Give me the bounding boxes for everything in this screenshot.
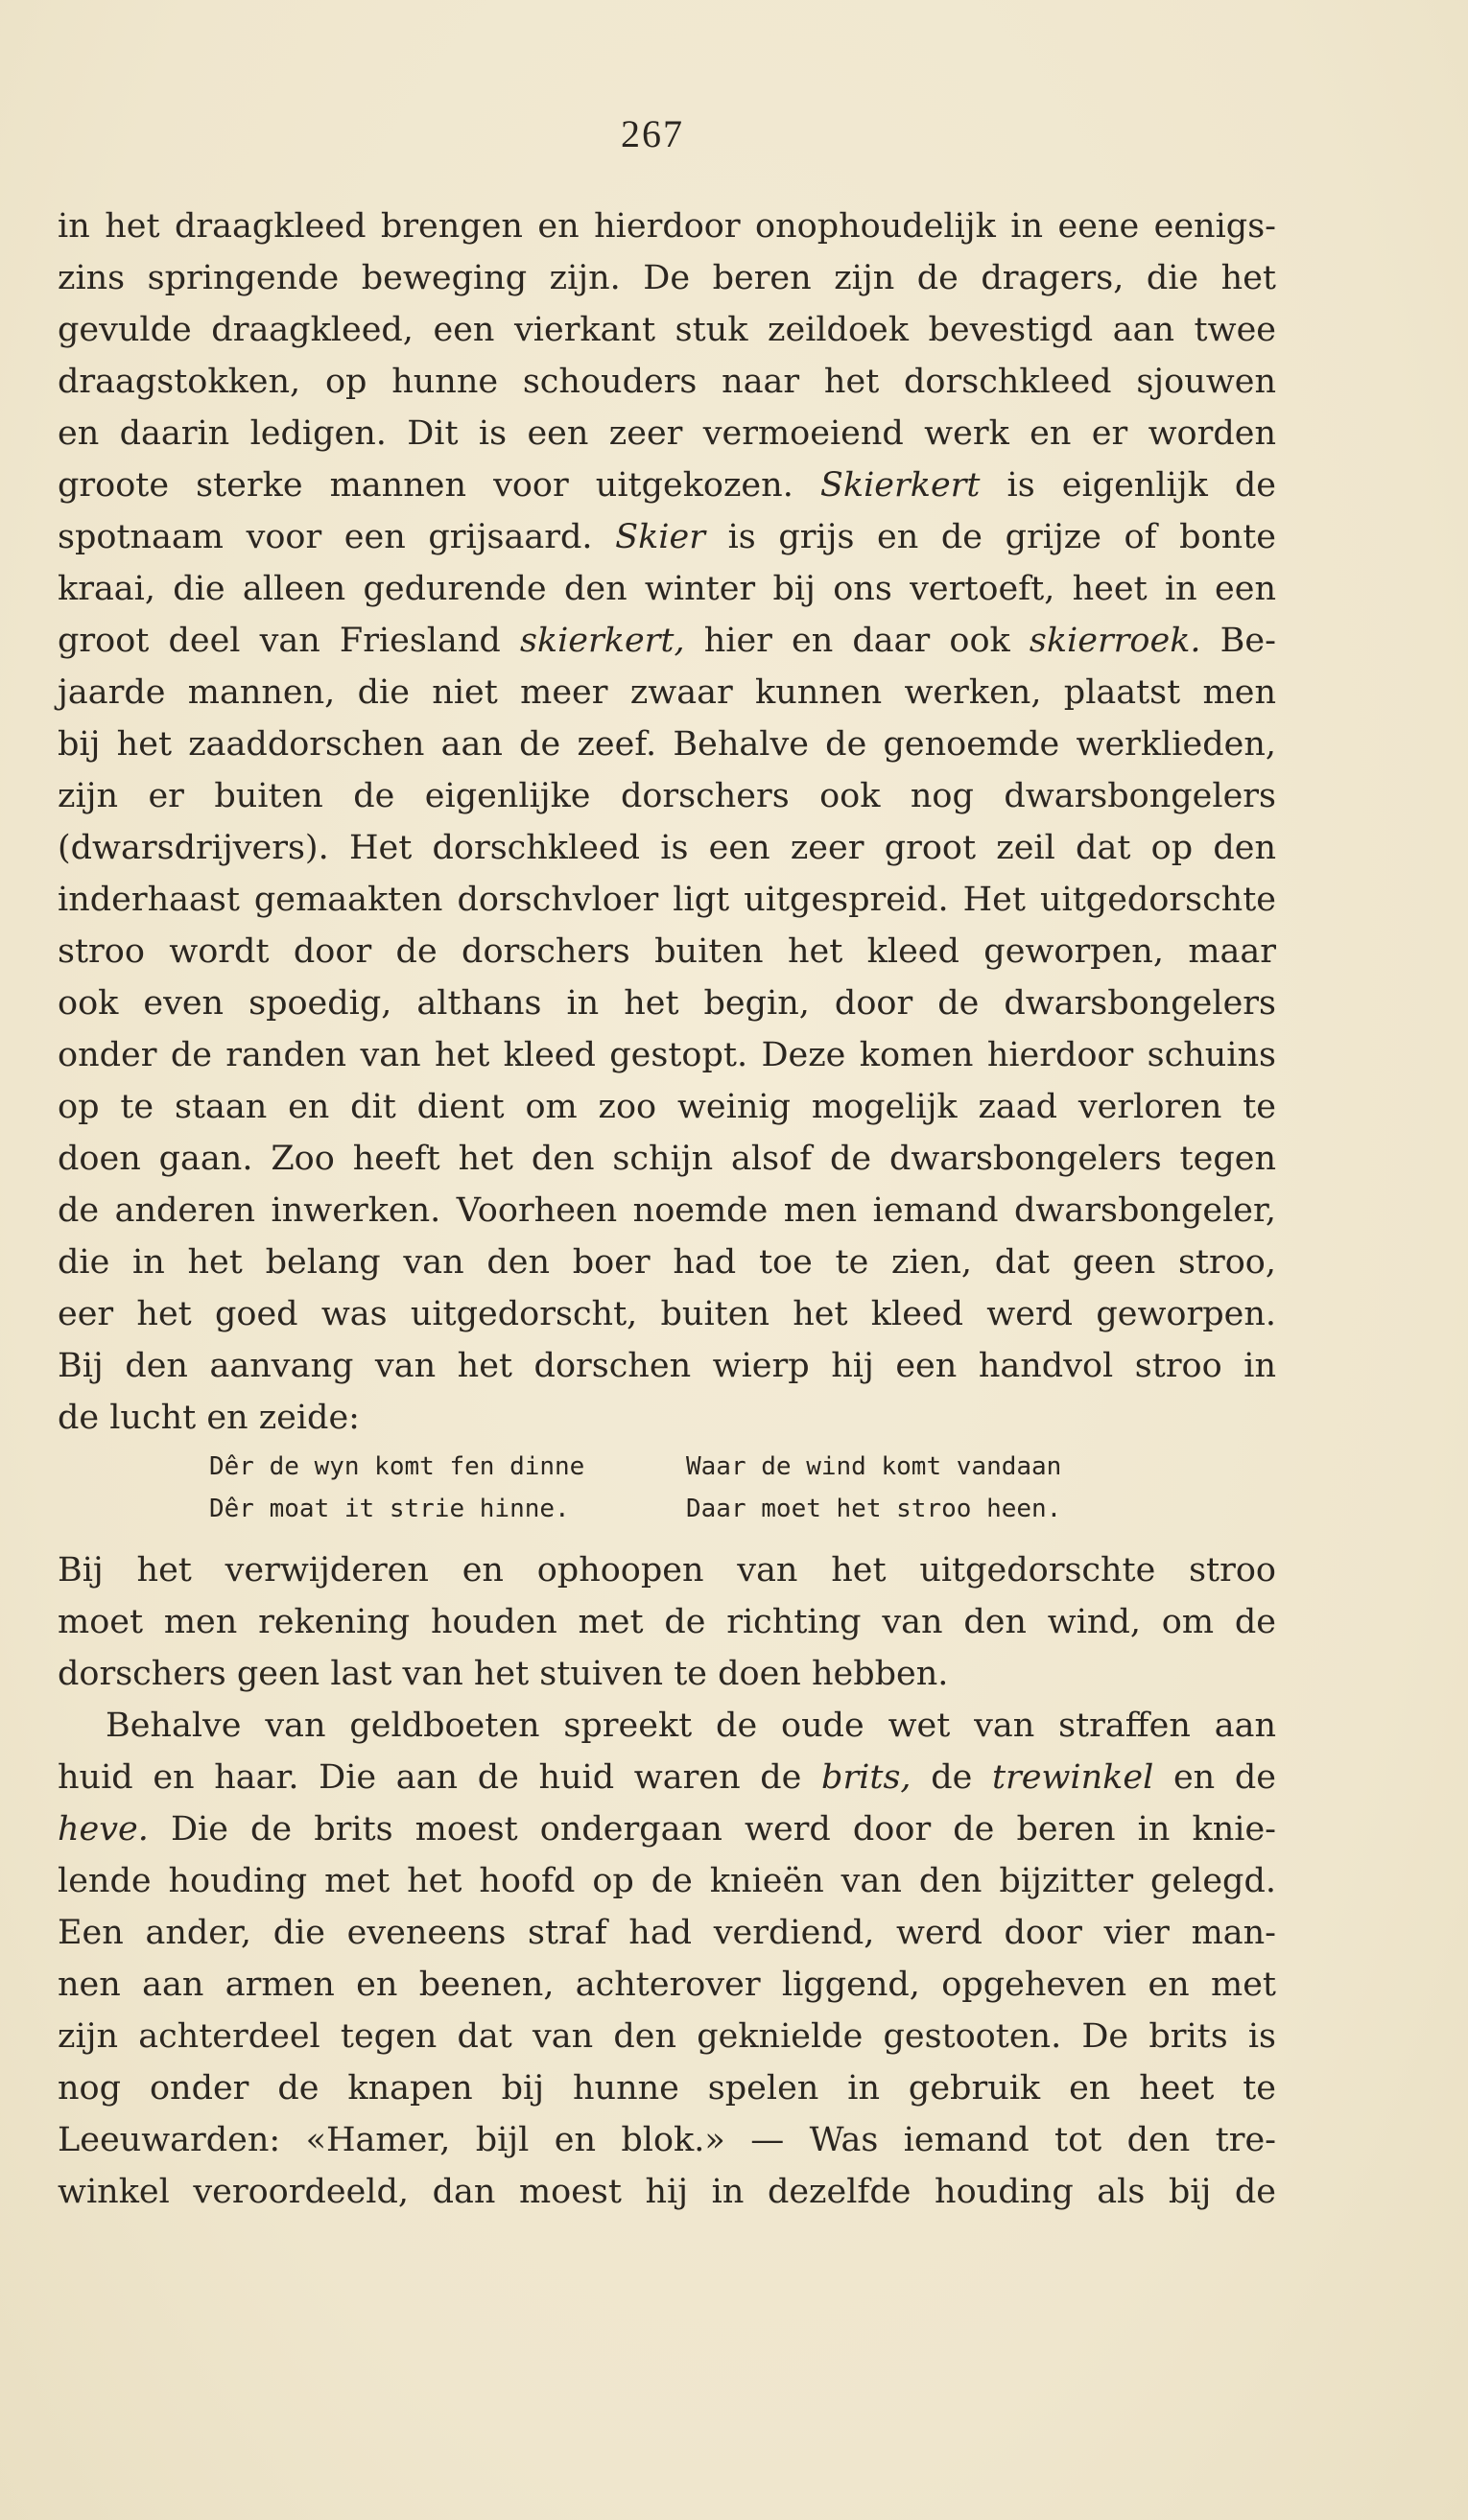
text-run: groote sterke mannen voor uitgekozen. xyxy=(58,466,793,505)
text-run: en de xyxy=(1172,1758,1276,1797)
text-line: Leeuwarden: «Hamer, bijl en blok.» — Was iemand tot den tre- xyxy=(58,2121,1276,2159)
text-line xyxy=(58,1803,1276,1855)
text-line: draagstokken, op hunne schouders naar het dorschkleed sjouwen xyxy=(58,363,1276,401)
italic-term: skierkert, xyxy=(519,622,685,660)
text-line: nen aan armen en beenen, achterover liggend, opgeheven en met xyxy=(58,1966,1276,2004)
text-line: kraai, die alleen gedurende den winter bij ons vertoeft, heet in een xyxy=(58,570,1276,608)
text-line xyxy=(58,511,1276,563)
text-run: Die de brits moest ondergaan werd door de beren in knie- xyxy=(170,1810,1276,1849)
text-line: nog onder de knapen bij hunne spelen in gebruik en heet te xyxy=(58,2069,1276,2108)
text-run: spotnaam voor een grijsaard. xyxy=(58,518,593,556)
text-line: eer het goed was uitgedorscht, buiten het kleed werd geworpen. xyxy=(58,1295,1276,1333)
text-line: stroo wordt door de dorschers buiten het kleed geworpen, maar xyxy=(58,932,1276,971)
verse-line-dutch: Daar moet het stroo heen. xyxy=(686,1495,1062,1523)
italic-term: skierroek. xyxy=(1029,622,1201,660)
text-run: hier en daar ook xyxy=(703,622,1010,660)
text-line: dorschers geen last van het stuiven te doen hebben. xyxy=(58,1655,949,1693)
text-line: zijn achterdeel tegen dat van den geknielde gestooten. De brits is xyxy=(58,2017,1276,2056)
italic-term: trewinkel xyxy=(991,1758,1154,1797)
verse-line-dutch: Waar de wind komt vandaan xyxy=(686,1452,1062,1481)
page-number: 267 xyxy=(621,112,684,155)
italic-term: Skierkert xyxy=(819,466,981,505)
text-run: Be- xyxy=(1219,622,1276,660)
text-line: Een ander, die eveneens straf had verdiend, werd door vier man- xyxy=(58,1914,1276,1952)
text-line: doen gaan. Zoo heeft het den schijn alsof de dwarsbongelers tegen xyxy=(58,1140,1276,1178)
text-line: bij het zaaddorschen aan de zeef. Behalve de genoemde werklieden, xyxy=(58,725,1276,764)
text-run: de xyxy=(931,1758,973,1797)
italic-term: Skier xyxy=(615,518,705,556)
text-line: Behalve van geldboeten spreekt de oude wet van straffen aan xyxy=(106,1707,1276,1745)
text-line: de lucht en zeide: xyxy=(58,1399,360,1437)
verse-line-frisian: Dêr moat it strie hinne. xyxy=(209,1495,570,1523)
text-run: is eigenlijk de xyxy=(1006,466,1276,505)
text-run: huid en haar. Die aan de huid waren de xyxy=(58,1758,802,1797)
text-line: zijn er buiten de eigenlijke dorschers ook nog dwarsbongelers xyxy=(58,777,1276,815)
text-line: op te staan en dit dient om zoo weinig mogelijk zaad verloren te xyxy=(58,1088,1276,1126)
text-line xyxy=(58,459,1276,511)
text-line: gevulde draagkleed, een vierkant stuk zeildoek bevestigd aan twee xyxy=(58,311,1276,349)
text-line: (dwarsdrijvers). Het dorschkleed is een zeer groot zeil dat op den xyxy=(58,829,1276,867)
text-run: groot deel van Friesland xyxy=(58,622,501,660)
text-line: onder de randen van het kleed gestopt. Deze komen hierdoor schuins xyxy=(58,1036,1276,1074)
text-line: en daarin ledigen. Dit is een zeer vermoeiend werk en er worden xyxy=(58,414,1276,453)
italic-term: brits, xyxy=(821,1758,912,1797)
text-run: is grijs en de grijze of bonte xyxy=(727,518,1276,556)
text-line: Bij het verwijderen en ophoopen van het uitgedorschte stroo xyxy=(58,1551,1276,1590)
text-line: die in het belang van den boer had toe te zien, dat geen stroo, xyxy=(58,1243,1276,1282)
text-line xyxy=(58,1752,1276,1803)
text-line xyxy=(58,615,1276,667)
verse-line-frisian: Dêr de wyn komt fen dinne xyxy=(209,1452,585,1481)
text-line: zins springende beweging zijn. De beren zijn de dragers, die het xyxy=(58,259,1276,297)
text-line: Bij den aanvang van het dorschen wierp hij een handvol stroo in xyxy=(58,1347,1276,1385)
italic-term: heve. xyxy=(58,1810,149,1849)
text-line: inderhaast gemaakten dorschvloer ligt uitgespreid. Het uitgedorschte xyxy=(58,881,1276,919)
text-line: ook even spoedig, althans in het begin, door de dwarsbongelers xyxy=(58,984,1276,1023)
text-line: winkel veroordeeld, dan moest hij in dezelfde houding als bij de xyxy=(58,2173,1276,2211)
text-line: moet men rekening houden met de richting van den wind, om de xyxy=(58,1603,1276,1641)
text-line: de anderen inwerken. Voorheen noemde men iemand dwarsbongeler, xyxy=(58,1191,1276,1230)
text-line: lende houding met het hoofd op de knieën van den bijzitter gelegd. xyxy=(58,1862,1276,1900)
text-line: jaarde mannen, die niet meer zwaar kunnen werken, plaatst men xyxy=(58,673,1276,712)
text-line: in het draagkleed brengen en hierdoor onophoudelijk in eene eenigs- xyxy=(58,207,1276,246)
